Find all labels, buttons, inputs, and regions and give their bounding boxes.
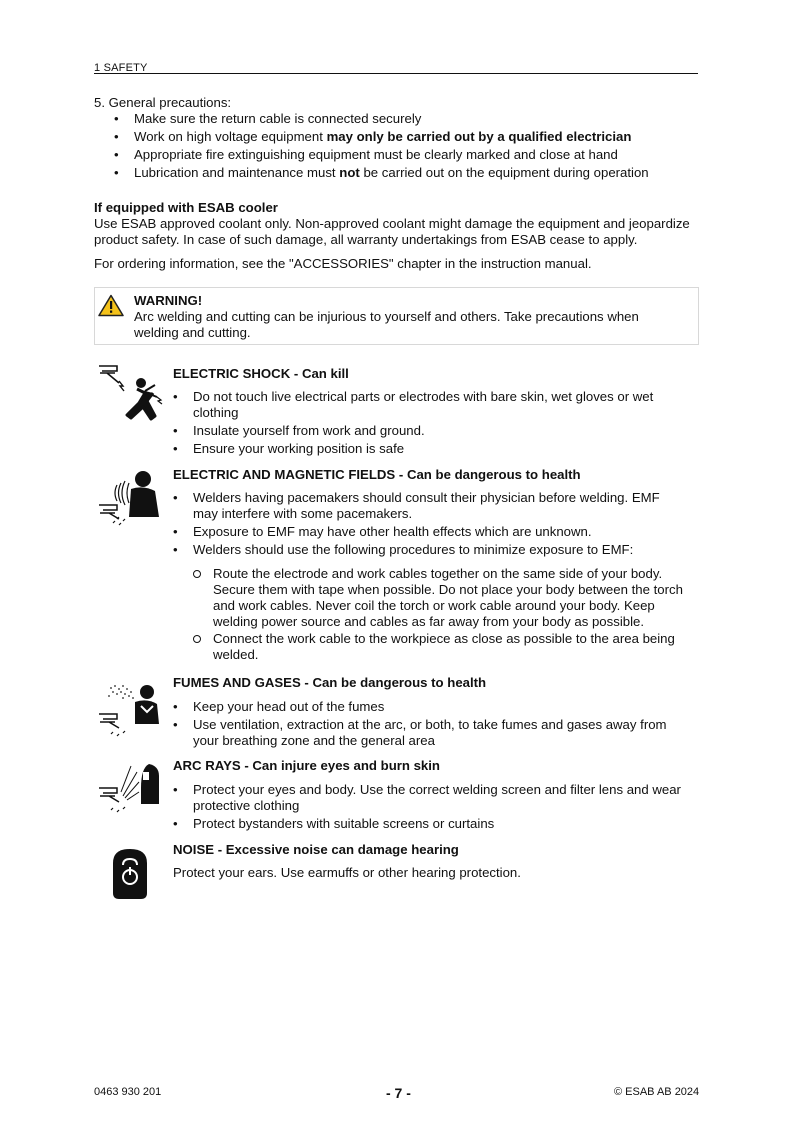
list-item-continuation: protective clothing — [193, 798, 300, 813]
cooler-heading: If equipped with ESAB cooler — [94, 200, 278, 215]
electromagnetic-fields-icon — [97, 467, 163, 529]
sub-list-item-continuation: welded. — [213, 647, 259, 662]
list-item-continuation: clothing — [193, 405, 239, 420]
warning-triangle-icon — [98, 294, 124, 317]
shock-title: ELECTRIC SHOCK - Can kill — [173, 366, 349, 381]
sub-list-item: Route the electrode and work cables together on the same side of your body. — [213, 566, 663, 581]
list-item-continuation: your breathing zone and the general area — [193, 733, 435, 748]
page-number: - 7 - — [386, 1085, 411, 1101]
hearing-protection-icon — [105, 845, 155, 901]
noise-text: Protect your ears. Use earmuffs or other hearing protection. — [173, 865, 521, 880]
emf-title: ELECTRIC AND MAGNETIC FIELDS - Can be dangerous to health — [173, 467, 581, 482]
ordering-info: For ordering information, see the "ACCESSORIES" chapter in the instruction manual. — [94, 256, 592, 271]
sub-list-item-continuation: and work cables. Never coil the torch or work cable around your body. Keep — [213, 598, 655, 613]
arc-rays-icon — [97, 760, 163, 818]
cooler-text-line: Use ESAB approved coolant only. Non-approved coolant might damage the equipment and jeopardize — [94, 216, 690, 231]
sub-bullet-icon — [193, 635, 201, 643]
warning-box — [94, 287, 699, 345]
sub-list-item-continuation: welding power source and cables as far away from your body as possible. — [213, 614, 645, 629]
header-rule — [94, 73, 698, 74]
general-heading: 5. General precautions: — [94, 95, 232, 110]
electric-shock-icon — [97, 363, 165, 425]
warning-text-line: welding and cutting. — [134, 325, 251, 340]
warning-text-line: Arc welding and cutting can be injurious to yourself and others. Take precautions when — [134, 309, 639, 324]
list-item-continuation: may interfere with some pacemakers. — [193, 506, 413, 521]
cooler-text-line: product safety. In case of such damage, all warranty undertakings from ESAB cease to apply. — [94, 232, 638, 247]
fumes-title: FUMES AND GASES - Can be dangerous to health — [173, 675, 487, 690]
document-number: 0463 930 201 — [94, 1086, 162, 1098]
fumes-gases-icon — [97, 680, 163, 740]
sub-list-item-continuation: Secure them with tape when possible. Do not place your body between the torch — [213, 582, 683, 597]
copyright: © ESAB AB 2024 — [614, 1086, 700, 1098]
section-header: 1 SAFETY — [94, 62, 148, 74]
sub-list-item: Connect the work cable to the workpiece as close as possible to the area being — [213, 631, 675, 646]
noise-title: NOISE - Excessive noise can damage hearing — [173, 842, 459, 857]
sub-bullet-icon — [193, 570, 201, 578]
warning-title: WARNING! — [134, 293, 203, 308]
arc-rays-title: ARC RAYS - Can injure eyes and burn skin — [173, 758, 440, 773]
